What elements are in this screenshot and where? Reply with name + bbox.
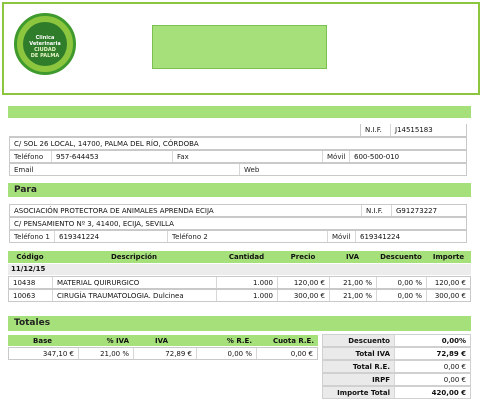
row-precio: 300,00 € — [278, 290, 330, 301]
lines-date: 11/12/15 — [8, 264, 471, 275]
summary-label: IRPF — [323, 374, 395, 385]
clinic-section-bar — [8, 106, 471, 118]
row-descripcion: CIRUGÍA TRAUMATOLOGIA. Dulcinea — [53, 290, 217, 301]
logo-text-3: CIUDAD — [34, 47, 56, 53]
lines-header-row — [8, 251, 471, 263]
client-name-row — [9, 204, 467, 217]
clinic-phone-label: Teléfono — [10, 151, 52, 162]
totals-header-row — [8, 335, 318, 346]
client-phone1-label: Teléfono 1 — [10, 231, 55, 242]
col-pct-re: % R.E. — [196, 335, 256, 346]
clinic-nif-value: J14515183 — [395, 126, 433, 134]
clinic-address-row — [9, 137, 467, 150]
clinic-phone: 957-644453 — [52, 151, 173, 162]
logo-text-2: Veterinaria — [29, 41, 61, 47]
totals-pct-re: 0,00 % — [197, 348, 257, 359]
summary-label: Importe Total — [323, 387, 395, 398]
col-iva-total: IVA — [133, 335, 196, 346]
summary-row — [322, 386, 471, 399]
summary-label: Total IVA — [323, 348, 395, 359]
col-cantidad: Cantidad — [216, 251, 277, 263]
row-importe: 300,00 € — [434, 291, 466, 300]
row-codigo: 10438 — [9, 277, 53, 288]
row-iva: 21,00 % — [330, 277, 377, 288]
summary-row — [322, 360, 471, 373]
summary-label: Descuento — [323, 335, 395, 346]
col-descripcion: Descripción — [52, 251, 216, 263]
col-importe: Importe — [426, 251, 471, 263]
table-row — [8, 276, 471, 289]
col-base: Base — [8, 335, 78, 346]
col-descuento: Descuento — [376, 251, 426, 263]
client-phone-row — [9, 230, 467, 243]
summary-label: Total R.E. — [323, 361, 395, 372]
clinic-phone-row — [9, 150, 467, 163]
header-placeholder-box — [152, 25, 327, 69]
col-codigo: Código — [8, 251, 52, 263]
clinic-mobile: 600-500-010 — [354, 152, 400, 161]
totals-section-title: Totales — [8, 316, 471, 331]
client-section-title: Para — [8, 183, 471, 197]
summary-value: 0,00 € — [395, 374, 470, 385]
clinic-nif-label: N.I.F. — [361, 124, 391, 136]
client-name: ASOCIACIÓN PROTECTORA DE ANIMALES APRENDA ECIJA — [10, 205, 362, 216]
client-mobile: 619341224 — [360, 232, 401, 241]
row-cantidad: 1.000 — [217, 290, 278, 301]
summary-value: 0,00% — [395, 335, 470, 346]
col-iva: IVA — [329, 251, 376, 263]
row-descripcion: MATERIAL QUIRURGICO — [53, 277, 217, 288]
clinic-email-label: Email — [10, 164, 240, 175]
logo-text-1: Clinica — [35, 35, 55, 41]
client-address: C/ PENSAMIENTO Nº 3, 41400, ECIJA, SEVILLA — [14, 219, 174, 228]
clinic-logo — [14, 13, 76, 75]
clinic-nif-row — [9, 124, 467, 137]
summary-value: 420,00 € — [395, 387, 470, 398]
clinic-web-label: Web — [244, 165, 260, 174]
client-mobile-label: Móvil — [328, 231, 356, 242]
row-descuento: 0,00 % — [377, 290, 427, 301]
client-address-row — [9, 217, 467, 230]
totals-row — [8, 347, 318, 360]
clinic-mobile-label: Móvil — [323, 151, 350, 162]
logo-text-4: DE PALMA — [30, 53, 60, 59]
client-nif-value: G91273227 — [396, 206, 438, 215]
clinic-address: C/ SOL 26 LOCAL, 14700, PALMA DEL RÍO, CÓRDOBA — [14, 139, 199, 148]
client-phone2-label: Teléfono 2 — [168, 231, 328, 242]
row-codigo: 10063 — [9, 290, 53, 301]
clinic-fax-label: Fax — [173, 151, 323, 162]
col-cuota-re: Cuota R.E. — [256, 335, 318, 346]
summary-row — [322, 334, 471, 347]
row-descuento: 0,00 % — [377, 277, 427, 288]
row-cantidad: 1.000 — [217, 277, 278, 288]
clinic-email-row — [9, 163, 467, 176]
summary-row — [322, 347, 471, 360]
totals-iva: 72,89 € — [134, 348, 197, 359]
row-iva: 21,00 % — [330, 290, 377, 301]
client-phone1: 619341224 — [55, 231, 168, 242]
summary-value: 72,89 € — [395, 348, 470, 359]
client-nif-label: N.I.F. — [362, 205, 392, 216]
summary-row — [322, 373, 471, 386]
col-precio: Precio — [277, 251, 329, 263]
totals-pct-iva: 21,00 % — [79, 348, 134, 359]
totals-cuota-re: 0,00 € — [290, 349, 313, 358]
col-pct-iva: % IVA — [78, 335, 133, 346]
summary-value: 0,00 € — [395, 361, 470, 372]
row-importe: 120,00 € — [434, 278, 466, 287]
totals-base: 347,10 € — [9, 348, 79, 359]
table-row — [8, 289, 471, 302]
row-precio: 120,00 € — [278, 277, 330, 288]
